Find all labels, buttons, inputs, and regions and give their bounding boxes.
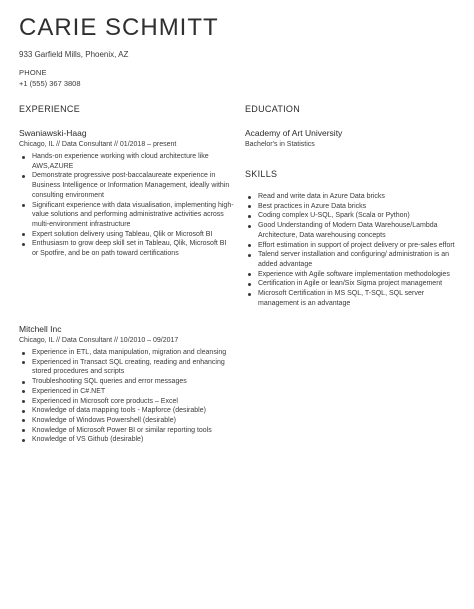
list-item: Significant experience with data visualisation, implementing high-value solutions and performing administrative activities across multi-environment infrastructure xyxy=(19,201,234,230)
list-item: Good Understanding of Modern Data Warehouse/Lambda Architecture, Data warehousing concepts xyxy=(245,221,460,240)
education-heading: EDUCATION xyxy=(245,104,301,114)
address: 933 Garfield Mills, Phoenix, AZ xyxy=(19,50,129,59)
list-item: Experience in ETL, data manipulation, migration and cleansing xyxy=(19,348,234,358)
list-item: Talend server installation and configuring/ administration is an added advantage xyxy=(245,250,460,269)
skills-list xyxy=(245,192,460,308)
list-item: Hands-on experience working with cloud architecture like AWS,AZURE xyxy=(19,152,234,171)
list-item: Knowledge of Windows Powershell (desirable) xyxy=(19,416,234,426)
skills-heading: SKILLS xyxy=(245,169,278,179)
phone-number: +1 (555) 367 3808 xyxy=(19,79,81,88)
list-item: Certification in Agile or lean/Six Sigma project management xyxy=(245,279,460,289)
list-item: Best practices in Azure Data bricks xyxy=(245,202,460,212)
list-item: Effort estimation in support of project delivery or pre-sales effort xyxy=(245,241,460,251)
list-item: Microsoft Certification in MS SQL, T-SQL, SQL server management is an advantage xyxy=(245,289,460,308)
list-item: Demonstrate progressive post-baccalaureate experience in Business Intelligence or Information Management, ideally within consulting environment xyxy=(19,171,234,200)
school-name: Academy of Art University xyxy=(245,128,343,138)
job-block xyxy=(19,128,234,259)
list-item: Knowledge of data mapping tools - Mapforce (desirable) xyxy=(19,406,234,416)
list-item: Experienced in Microsoft core products – Excel xyxy=(19,397,234,407)
job-company: Mitchell Inc xyxy=(19,324,62,334)
job-company: Swaniawski-Haag xyxy=(19,128,87,138)
experience-heading: EXPERIENCE xyxy=(19,104,81,114)
list-item: Knowledge of VS Github (desirable) xyxy=(19,435,234,445)
list-item: Experienced in Transact SQL creating, reading and enhancing stored procedures and scripts xyxy=(19,358,234,377)
job-bullets xyxy=(19,152,234,259)
list-item: Enthusiasm to grow deep skill set in Tableau, Qlik, Microsoft BI or Spotfire, and be on path toward certifications xyxy=(19,239,234,258)
phone-label: PHONE xyxy=(19,68,47,77)
list-item: Read and write data in Azure Data bricks xyxy=(245,192,460,202)
degree: Bachelor's in Statistics xyxy=(245,141,315,148)
skills-block xyxy=(245,192,460,308)
job-bullets xyxy=(19,348,234,445)
list-item: Troubleshooting SQL queries and error messages xyxy=(19,377,234,387)
list-item: Knowledge of Microsoft Power BI or similar reporting tools xyxy=(19,426,234,436)
list-item: Experience with Agile software implementation methodologies xyxy=(245,270,460,280)
list-item: Expert solution delivery using Tableau, Qlik or Microsoft BI xyxy=(19,230,234,240)
job-block xyxy=(19,324,234,445)
job-meta: Chicago, IL // Data Consultant // 10/2010 – 09/2017 xyxy=(19,337,179,344)
list-item: Coding complex U-SQL, Spark (Scala or Python) xyxy=(245,211,460,221)
job-meta: Chicago, IL // Data Consultant // 01/2018 – present xyxy=(19,141,177,148)
candidate-name: CARIE SCHMITT xyxy=(19,14,219,41)
list-item: Experienced in C#.NET xyxy=(19,387,234,397)
education-block xyxy=(245,128,460,152)
